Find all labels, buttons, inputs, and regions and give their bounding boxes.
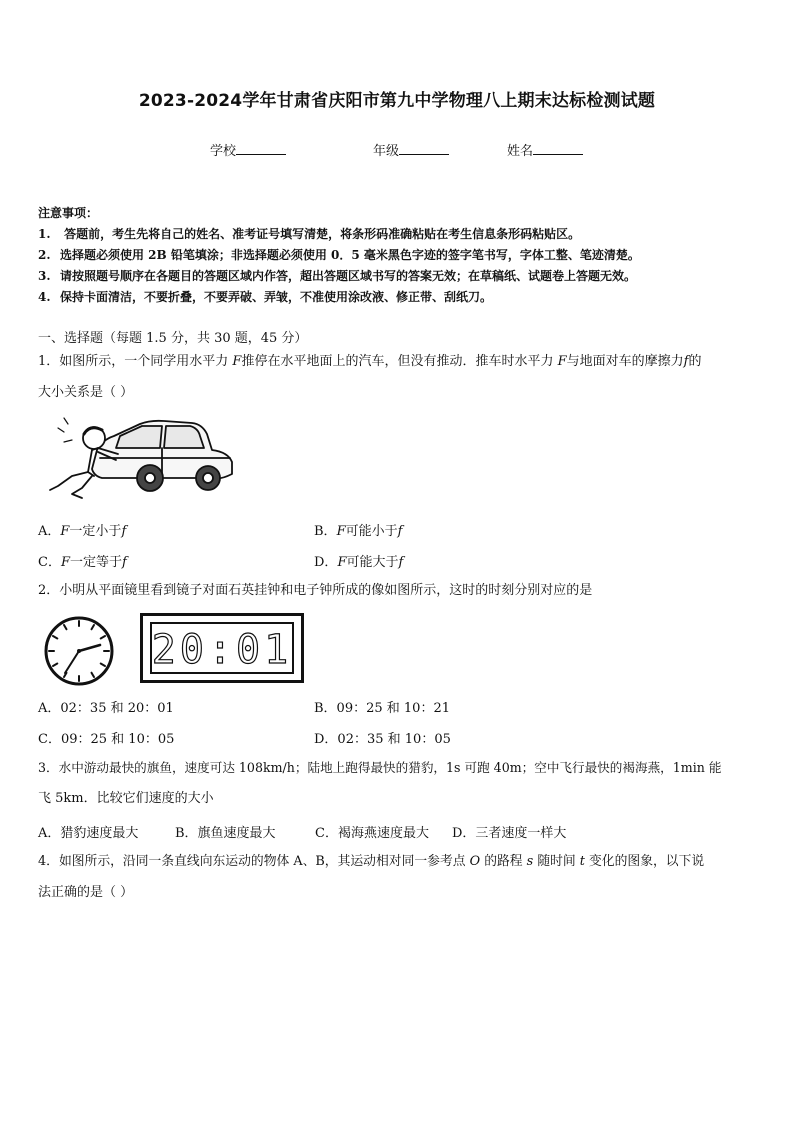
question-1-line-2: 大小关系是（ ） [38, 385, 134, 400]
question-3-line-1: 3．水中游动最快的旗鱼，速度可达 108km/h；陆地上跑得最快的猎豹，1s 可跑 40m；空中飞行最快的褐海燕，1min 能 [38, 760, 722, 775]
question-2-option-a[interactable]: A．02：35 和 20：01 [38, 701, 174, 716]
question-2-option-d[interactable]: D．02：35 和 10：05 [314, 732, 451, 747]
digital-clock [140, 613, 304, 683]
question-3-line-2: 飞 5km．比较它们速度的大小 [38, 791, 214, 806]
question-2-text: 2．小明从平面镜里看到镜子对面石英挂钟和电子钟所成的像如图所示，这时的时刻分别对应的是 [38, 583, 593, 598]
grade-field[interactable] [373, 140, 449, 159]
question-4 [38, 846, 760, 908]
name-label: 姓名 [507, 144, 534, 159]
digital-clock-display: 20:01 [151, 627, 293, 673]
question-3-option-c[interactable]: C．褐海燕速度最大 [315, 826, 429, 841]
school-field[interactable] [210, 140, 286, 159]
question-1-line-1: 1．如图所示，一个同学用水平力 F推停在水平地面上的汽车，但没有推动．推车时水平力 F与地面对车的摩擦力f的 [38, 354, 702, 369]
notice-item: 1. 答题前，考生先将自己的姓名、准考证号填写清楚，将条形码准确粘贴在考生信息条形码粘贴区。 [38, 227, 581, 241]
question-1-option-a[interactable]: A．F一定小于f [38, 524, 127, 539]
question-3-option-a[interactable]: A．猎豹速度最大 [38, 826, 139, 841]
notice-item: 2. 选择题必须使用 2B 铅笔填涂；非选择题必须使用 0．5 毫米黑色字迹的签字笔书写，字体工整、笔迹清楚。 [38, 248, 640, 262]
section-heading: 一、选择题（每题 1.5 分，共 30 题，45 分） [38, 331, 308, 346]
grade-label: 年级 [373, 144, 400, 159]
school-label: 学校 [210, 144, 237, 159]
question-3 [38, 752, 760, 814]
question-1-option-c[interactable]: C．F一定等于f [38, 555, 127, 570]
notice-heading: 注意事项： [38, 206, 99, 220]
name-field[interactable] [507, 140, 583, 159]
question-1-option-d[interactable]: D．F可能大于f [314, 555, 404, 570]
notice-item: 3. 请按照题号顺序在各题目的答题区域内作答，超出答题区域书写的答案无效；在草稿纸、试题卷上答题无效。 [38, 269, 637, 283]
notice-block [38, 203, 640, 308]
question-2-option-c[interactable]: C．09：25 和 10：05 [38, 732, 175, 747]
analog-clock-icon [42, 615, 116, 687]
question-1-option-b[interactable]: B．F可能小于f [314, 524, 403, 539]
question-1 [38, 346, 760, 408]
grade-blank[interactable] [399, 142, 449, 155]
question-4-line-2: 法正确的是（ ） [38, 885, 134, 900]
question-2 [38, 575, 760, 606]
name-blank[interactable] [533, 142, 583, 155]
question-2-option-b[interactable]: B．09：25 和 10：21 [314, 701, 450, 716]
question-3-option-b[interactable]: B．旗鱼速度最大 [175, 826, 276, 841]
page-title: 2023-2024学年甘肃省庆阳市第九中学物理八上期末达标检测试题 [138, 91, 656, 111]
car-push-illustration [42, 414, 237, 502]
question-3-option-d[interactable]: D．三者速度一样大 [452, 826, 567, 841]
notice-item: 4. 保持卡面清洁，不要折叠，不要弄破、弄皱，不准使用涂改液、修正带、刮纸刀。 [38, 290, 493, 304]
question-4-line-1: 4．如图所示，沿同一条直线向东运动的物体 A、B，其运动相对同一参考点 O 的路程 s 随时间 t 变化的图象，以下说 [38, 854, 705, 869]
school-blank[interactable] [236, 142, 286, 155]
